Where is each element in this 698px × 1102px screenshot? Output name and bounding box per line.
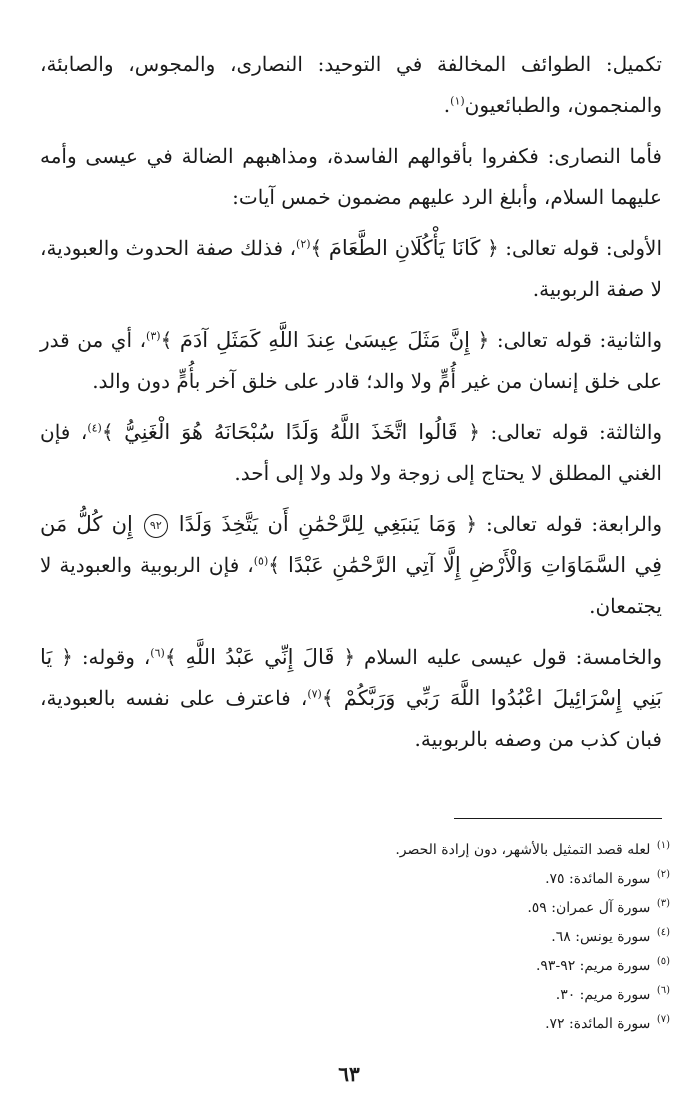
footnote-item — [40, 981, 670, 1010]
verse-close-bracket: ﴾ — [310, 236, 323, 260]
intro-end: . — [443, 93, 451, 117]
footnote-text: سورة المائدة: ٧٥. — [545, 871, 651, 887]
quran-verse: قَالُوا اتَّخَذَ اللَّهُ وَلَدًا سُبْحَانَهُ هُوَ الْغَنِيُّ — [124, 420, 458, 444]
footnote-item — [40, 952, 670, 981]
footnote-number: (٣) — [656, 898, 670, 910]
verse-open-bracket: ﴿ — [465, 512, 478, 536]
first-lead: الأولى: قوله تعالى: — [505, 236, 663, 260]
verse-open-bracket: ﴿ — [61, 645, 73, 669]
footnote-text: سورة يونس: ٦٨. — [551, 929, 651, 945]
footnote-item — [40, 865, 670, 894]
footnote-number: (٥) — [656, 956, 670, 968]
footnote-ref: (٣) — [146, 329, 161, 343]
footnote-text: سورة المائدة: ٧٢. — [545, 1016, 651, 1032]
first-tail: ، فذلك صفة الحدوث والعبودية، لا صفة الربوبية. — [40, 236, 662, 301]
quran-verse: يَا بَنِي إِسْرَائِيلَ اعْبُدُوا اللَّهَ رَبِّي وَرَبَّكُمْ — [40, 645, 662, 710]
footnote-ref: (٥) — [253, 554, 269, 568]
verse-open-bracket: ﴿ — [477, 328, 490, 352]
fourth-tail: ، فإن الربوبية والعبودية لا يجتمعان. — [40, 553, 662, 618]
third-tail: ، فإن الغني المطلق لا يحتاج إلى زوجة ولا ولد ولا إلى أحد. — [40, 420, 662, 485]
footnote-ref: (٧) — [307, 687, 322, 701]
footnotes — [40, 836, 670, 1039]
main-text — [40, 44, 662, 770]
verse-close-bracket: ﴾ — [160, 328, 173, 352]
footnote-ref: (١) — [450, 94, 465, 108]
verse-close-bracket: ﴾ — [268, 553, 280, 577]
ayah-number-marker: ٩٢ — [144, 514, 168, 538]
intro-text: تكميل: الطوائف المخالفة في التوحيد: النصارى، والمجوس، والصابئة، والمنجمون، والطبائعيون — [40, 52, 662, 117]
quran-verse: إِنَّ مَثَلَ عِيسَىٰ عِندَ اللَّهِ كَمَثَلِ آدَمَ — [179, 328, 470, 352]
verse-open-bracket: ﴿ — [468, 420, 480, 444]
quran-verse: قَالَ إِنِّي عَبْدُ اللَّهِ — [185, 645, 335, 669]
footnote-number: (٦) — [656, 985, 670, 997]
footnote-item — [40, 894, 670, 923]
footnote-number: (١) — [656, 840, 670, 852]
footnote-item — [40, 923, 670, 952]
third-lead: والثالثة: قوله تعالى: — [490, 420, 663, 444]
fourth-lead: والرابعة: قوله تعالى: — [486, 512, 663, 536]
quran-verse: وَمَا يَنبَغِي لِلرَّحْمَٰنِ أَن يَتَّخِذَ وَلَدًا — [178, 512, 457, 536]
page-number: ٦٣ — [338, 1062, 360, 1086]
fifth-lead: والخامسة: قول عيسى عليه السلام — [363, 645, 662, 669]
verse-close-bracket: ﴾ — [101, 420, 114, 444]
verse-close-bracket: ﴾ — [321, 686, 334, 710]
fifth-mid: ، وقوله: — [81, 645, 151, 669]
footnote-ref: (٢) — [296, 237, 311, 251]
verse-open-bracket: ﴿ — [343, 645, 356, 669]
quran-verse: كَانَا يَأْكُلَانِ الطَّعَامَ — [328, 236, 481, 260]
verse-open-bracket: ﴿ — [486, 236, 499, 260]
paragraph-christians — [40, 136, 662, 218]
footnote-ref: (٤) — [87, 421, 102, 435]
paragraph-second — [40, 320, 662, 402]
footnote-divider — [454, 818, 662, 819]
footnote-text: سورة مريم: ٣٠. — [555, 987, 651, 1003]
footnote-text: سورة آل عمران: ٥٩. — [527, 900, 651, 916]
second-tail: ، أي من قدر على خلق إنسان من غير أُمٍّ ولا والد؛ قادر على خلق آخر بأُمٍّ دون والد. — [40, 328, 662, 393]
paragraph-fifth — [40, 637, 662, 760]
footnote-ref: (٦) — [150, 646, 165, 660]
footnote-text: سورة مريم: ٩٢-٩٣. — [535, 958, 651, 974]
footnote-number: (٢) — [656, 869, 670, 881]
paragraph-third — [40, 412, 662, 494]
fifth-tail: ، فاعترف على نفسه بالعبودية، فبان كذب من وصفه بالربوبية. — [40, 686, 662, 751]
footnote-item — [40, 836, 670, 865]
footnote-item — [40, 1010, 670, 1039]
paragraph-first — [40, 228, 662, 310]
verse-close-bracket: ﴾ — [164, 645, 177, 669]
second-lead: والثانية: قوله تعالى: — [496, 328, 663, 352]
footnote-text: لعله قصد التمثيل بالأشهر، دون إرادة الحصر. — [395, 842, 651, 858]
paragraph-intro — [40, 44, 662, 126]
footnote-number: (٤) — [656, 927, 670, 939]
christians-text: فأما النصارى: فكفروا بأقوالهم الفاسدة، ومذاهبهم الضالة في عيسى وأمه عليهما السلام، وأبلغ الرد عليهم مضمون خمس آيات: — [40, 144, 662, 209]
paragraph-fourth — [40, 504, 662, 627]
quran-verse: إِن كُلُّ مَن فِي السَّمَاوَاتِ وَالْأَرْضِ إِلَّا آتِي الرَّحْمَٰنِ عَبْدًا — [40, 512, 663, 577]
footnote-number: (٧) — [656, 1014, 670, 1026]
